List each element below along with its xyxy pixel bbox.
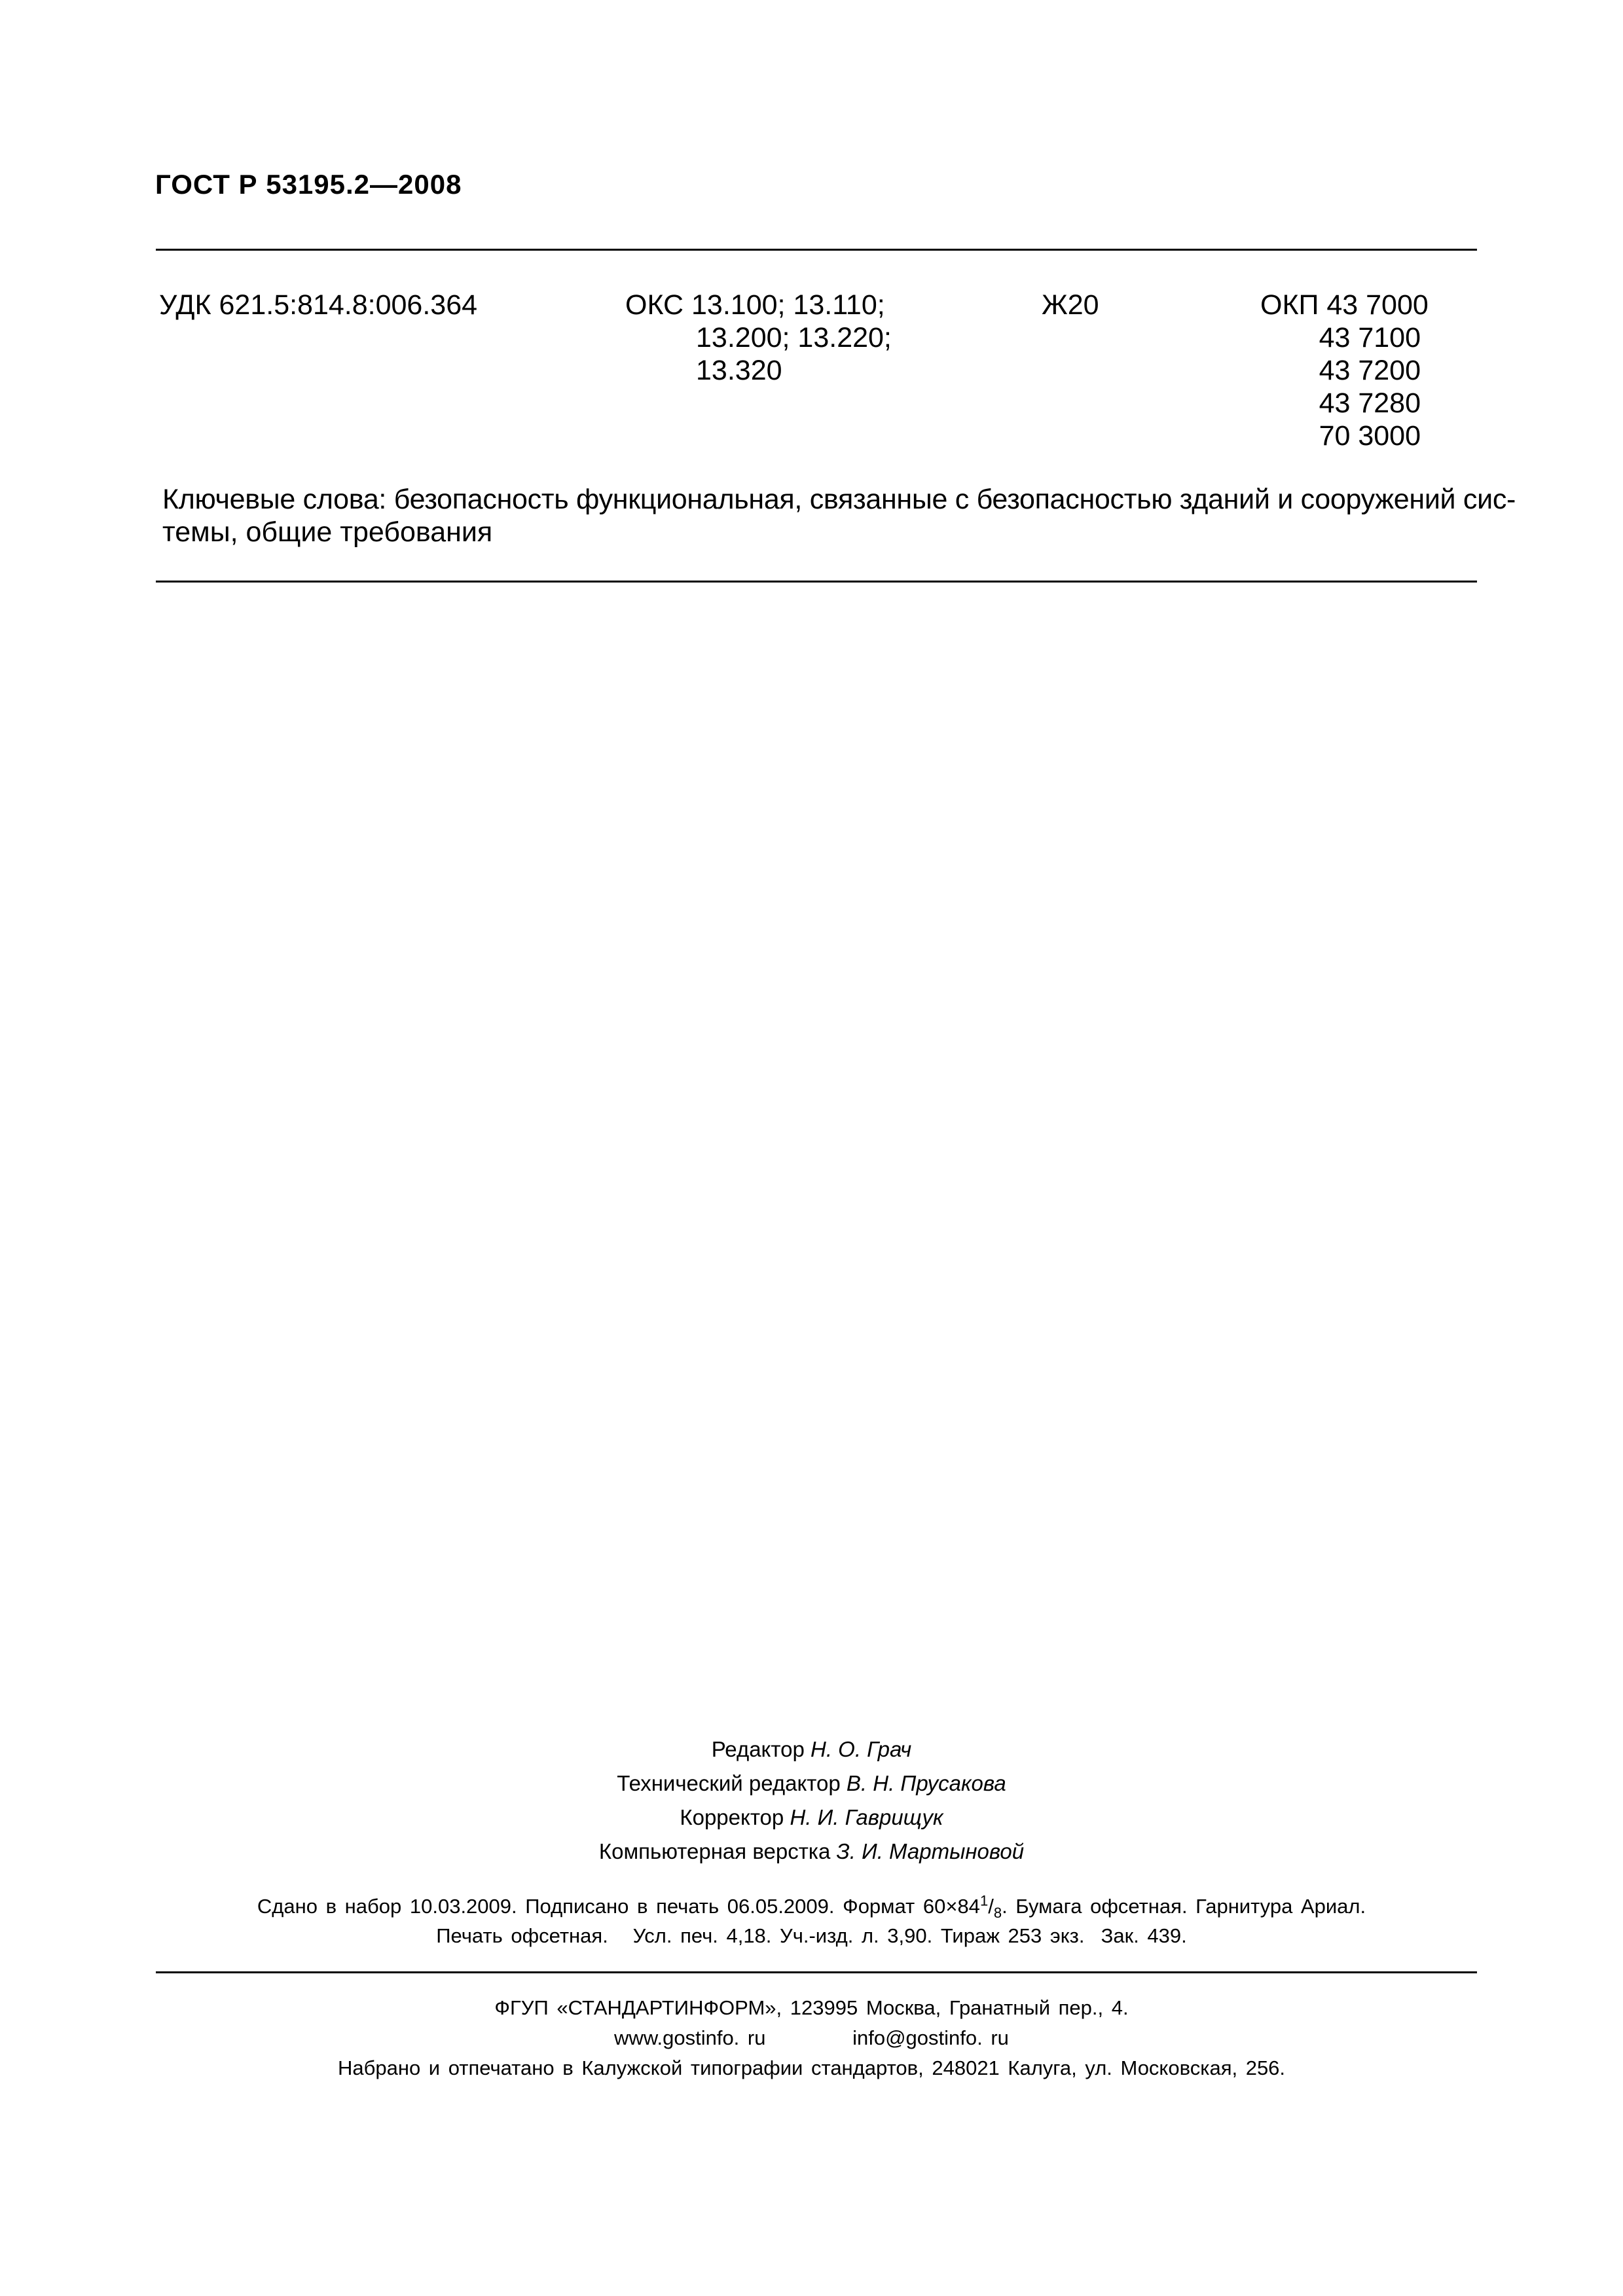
- document-code: ГОСТ Р 53195.2—2008: [155, 169, 462, 200]
- okp-line: 43 7280: [1319, 387, 1421, 419]
- printing-house: Набрано и отпечатано в Калужской типографии стандартов, 248021 Калуга, ул. Московская, 256.: [337, 2056, 1286, 2079]
- zh-code: Ж20: [1042, 289, 1099, 321]
- publisher-address: ФГУП «СТАНДАРТИНФОРМ», 123995 Москва, Гранатный пер., 4.: [494, 1996, 1129, 2019]
- credits: [0, 1732, 1623, 1869]
- okp-line: 70 3000: [1319, 420, 1421, 452]
- credit-name: З. И. Мартыновой: [836, 1839, 1025, 1863]
- keywords-line-1: Ключевые слова: безопасность функциональная, связанные с безопасностью зданий и сооружений сис-: [162, 484, 1516, 515]
- okp-line: 43 7100: [1319, 322, 1421, 353]
- top-divider: [156, 249, 1477, 251]
- publisher-contacts: [0, 2023, 1623, 2053]
- credit-corrector: [0, 1801, 1623, 1835]
- credit-label: Корректор: [680, 1805, 784, 1829]
- keywords-divider: [156, 581, 1477, 583]
- okp-line: 43 7200: [1319, 355, 1421, 386]
- keywords-line-2: темы, общие требования: [162, 516, 493, 548]
- publisher-divider: [156, 1971, 1477, 1973]
- format-fraction-numerator: 1: [979, 1892, 989, 1909]
- credit-name: В. Н. Прусакова: [846, 1771, 1006, 1795]
- print-info-text: . Бумага офсетная. Гарнитура Ариал.: [1002, 1895, 1366, 1918]
- keywords: [162, 483, 1516, 548]
- okp-line: ОКП 43 7000: [1260, 289, 1429, 321]
- print-info-line-2: Печать офсетная. Усл. печ. 4,18. Уч.-изд. л. 3,90. Тираж 253 экз. Зак. 439.: [436, 1924, 1187, 1947]
- publisher-email-link[interactable]: info@gostinfo. ru: [852, 2026, 1009, 2049]
- credit-tech-editor: [0, 1767, 1623, 1801]
- udk-code: УДК 621.5:814.8:006.364: [159, 289, 478, 321]
- oks-line-3: 13.320: [696, 355, 782, 386]
- publisher-website-link[interactable]: www.gostinfo. ru: [614, 2026, 766, 2049]
- oks-codes-continued: [696, 321, 892, 387]
- credit-label: Редактор: [711, 1737, 805, 1761]
- credit-label: Компьютерная верстка: [598, 1839, 831, 1863]
- print-info: [0, 1892, 1623, 1950]
- print-info-line-1: Сдано в набор 10.03.2009. Подписано в печать 06.05.2009. Формат $60\times 84^1/_8$. Бумага офсетная. Гарнитура Ариал.: [257, 1892, 1366, 1922]
- oks-line-1: ОКС 13.100; 13.110;: [625, 289, 885, 321]
- credit-label: Технический редактор: [617, 1771, 841, 1795]
- oks-codes: [625, 289, 885, 321]
- publisher-info: [0, 1993, 1623, 2083]
- credit-layout: [0, 1835, 1623, 1869]
- oks-line-2: 13.200; 13.220;: [696, 322, 892, 353]
- credit-name: Н. О. Грач: [810, 1737, 912, 1761]
- format-fraction-denominator: 8: [993, 1905, 1002, 1922]
- okp-codes: [1260, 289, 1429, 452]
- print-info-text: Сдано в набор 10.03.2009. Подписано в печать 06.05.2009. Формат 60×84: [257, 1895, 980, 1918]
- credit-name: Н. И. Гаврищук: [790, 1805, 943, 1829]
- credit-editor: [0, 1732, 1623, 1767]
